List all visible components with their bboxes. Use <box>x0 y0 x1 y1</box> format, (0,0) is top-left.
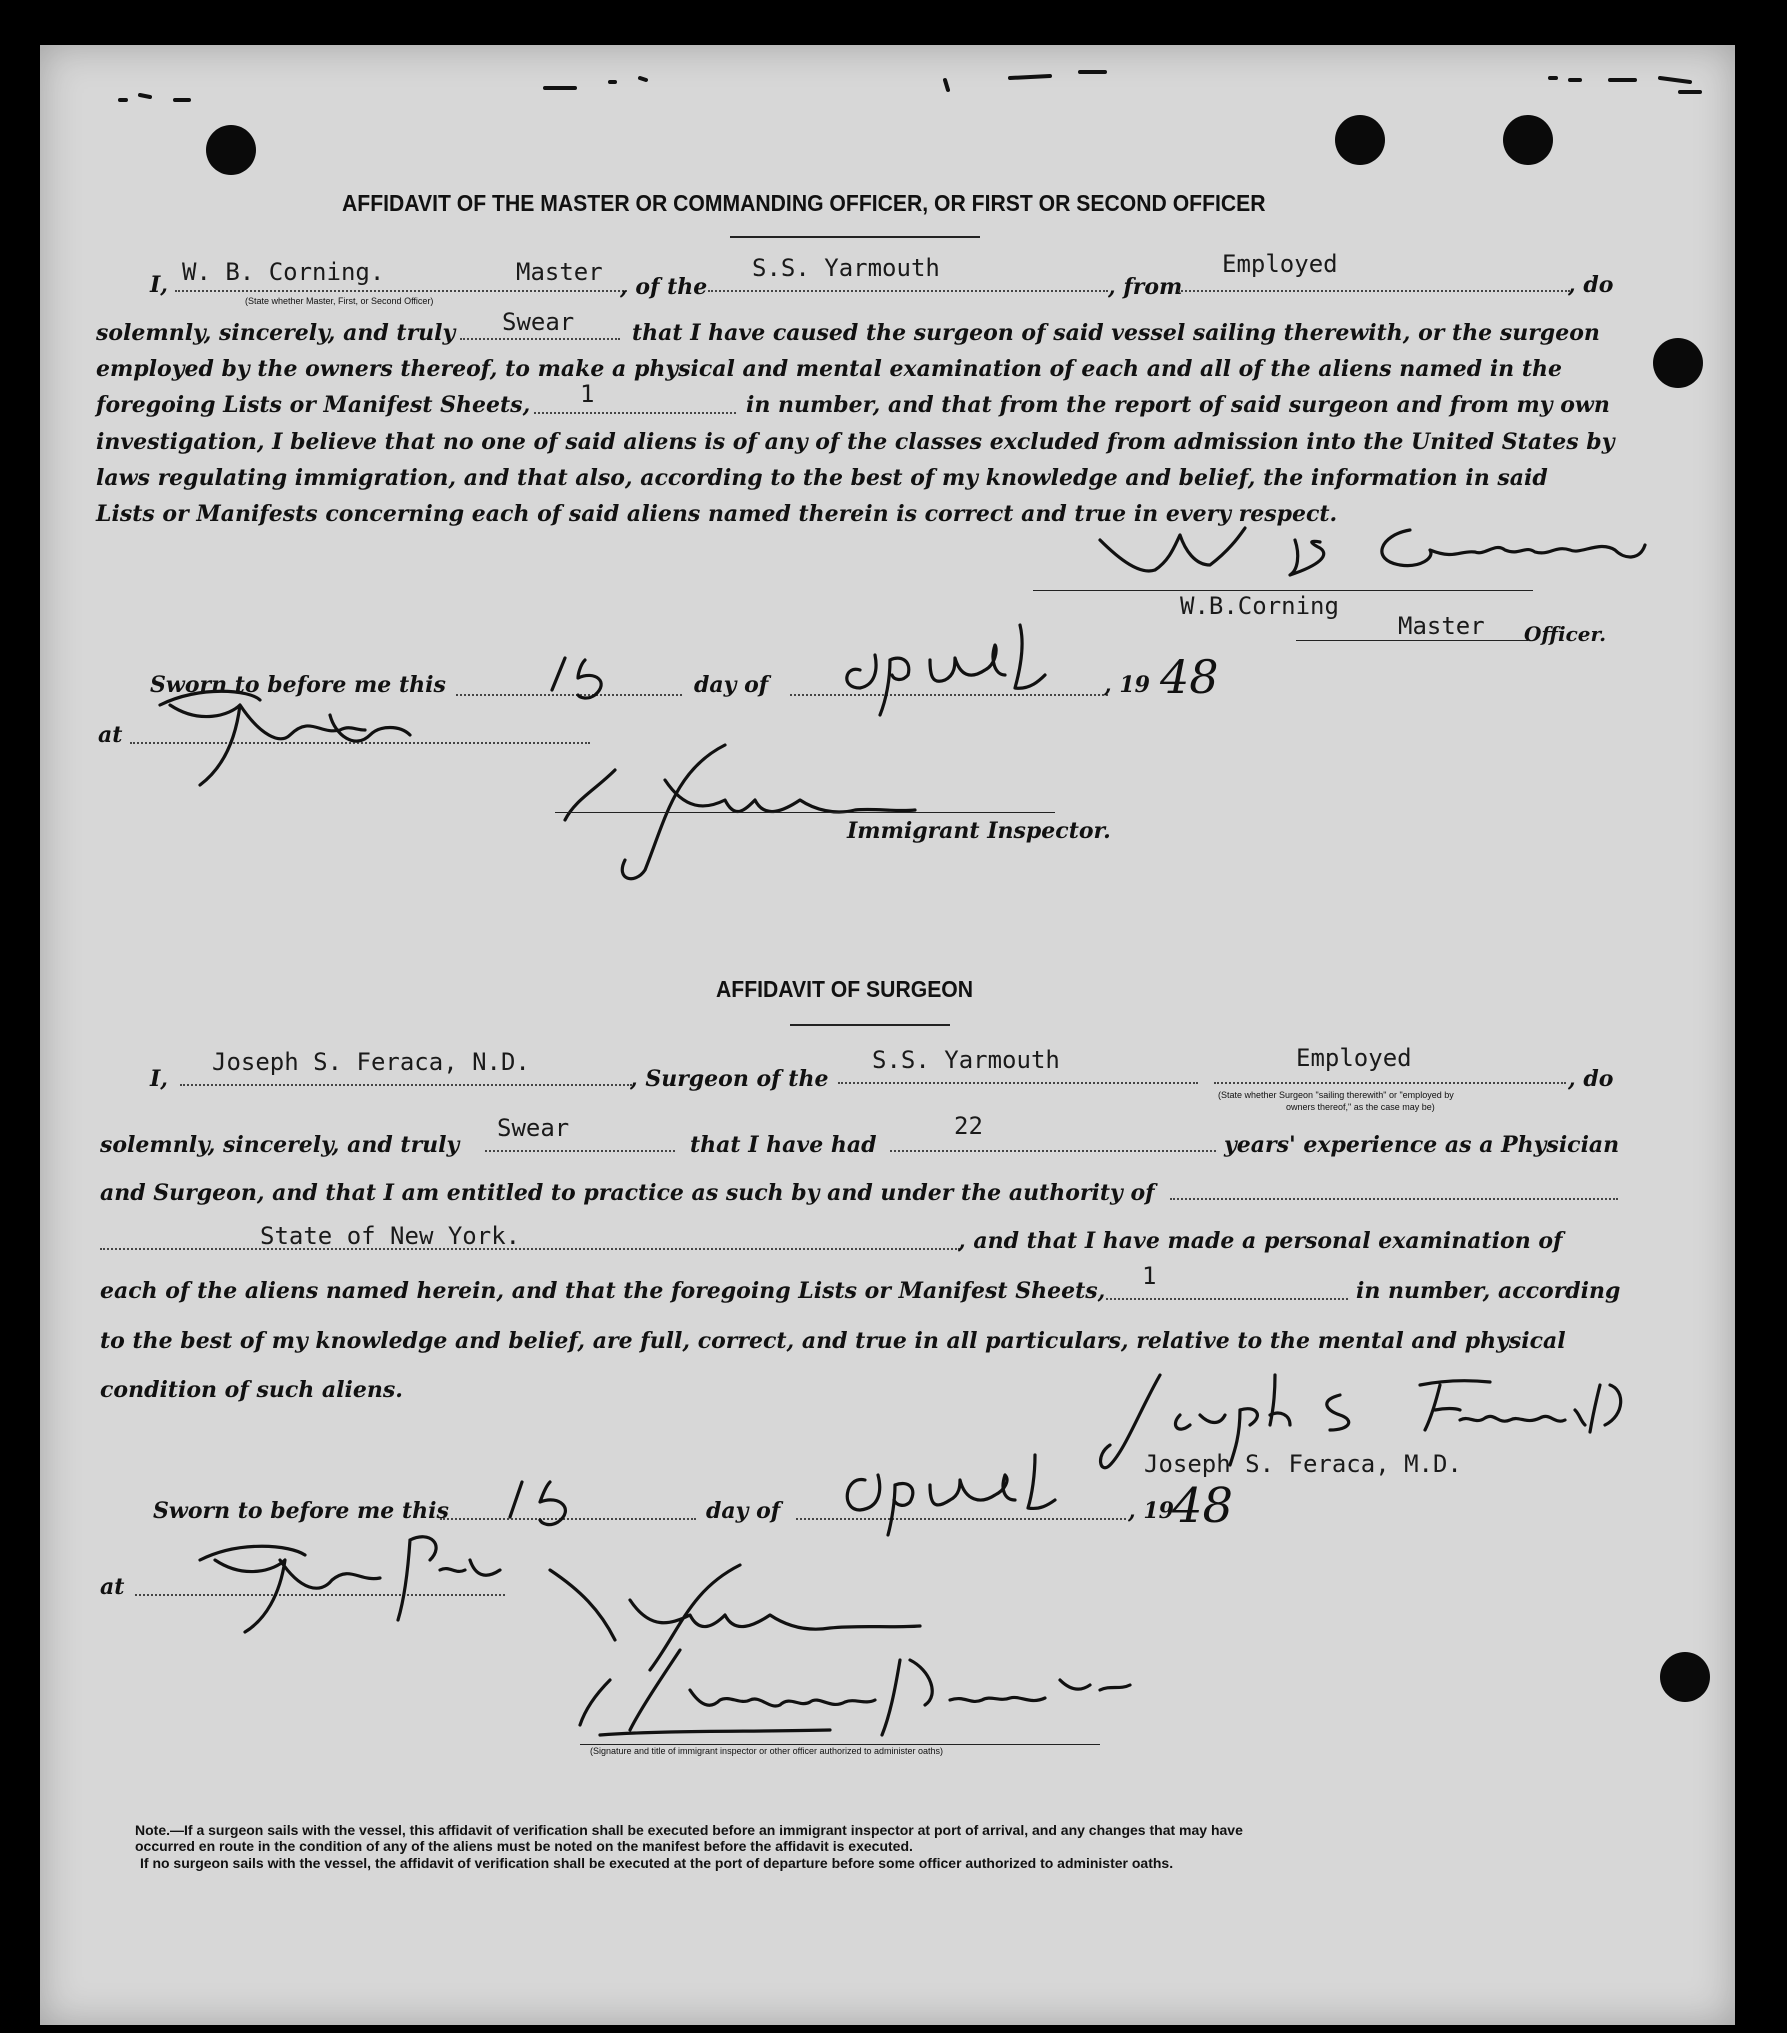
surgeon-day-of: day of <box>706 1498 781 1524</box>
punch-hole <box>1660 1652 1710 1702</box>
master-name-line <box>175 290 627 292</box>
punch-hole <box>1653 338 1703 388</box>
surgeon-sheets-line <box>1106 1298 1348 1300</box>
surgeon-place-handwritten <box>180 1520 520 1640</box>
surgeon-line4a: each of the aliens named herein, and that the foregoing Lists or Manifest Sheets, <box>100 1278 1106 1304</box>
surgeon-line6: condition of such aliens. <box>100 1377 403 1403</box>
employed-caption-1: (State whether Surgeon "sailing therewith" or "employed by <box>1218 1090 1454 1100</box>
master-line4: investigation, I believe that no one of said aliens is of any of the classes excluded from admission into the United States by <box>96 429 1615 455</box>
master-day-of: day of <box>694 672 769 698</box>
master-title-value: Master <box>1398 612 1485 640</box>
surgeon-typed-name: Joseph S. Feraca, M.D. <box>1144 1450 1462 1478</box>
master-line6: Lists or Manifests concerning each of said aliens named therein is correct and true in every respect. <box>96 501 1338 527</box>
employed-caption-2: owners thereof," as the case may be) <box>1286 1102 1435 1112</box>
surgeon-years-line <box>890 1150 1216 1152</box>
surgeon-sheets: 1 <box>1142 1262 1157 1290</box>
master-name: W. B. Corning. <box>182 258 385 286</box>
vessel-line <box>708 290 1108 292</box>
surgeon-inspector-line <box>580 1744 1100 1745</box>
master-affidavit-heading: AFFIDAVIT OF THE MASTER OR COMMANDING OFFICER, OR FIRST OR SECOND OFFICER <box>342 190 1266 216</box>
master-sworn-day-handwritten <box>540 650 660 705</box>
surgeon-line5: to the best of my knowledge and belief, are full, correct, and true in all particulars, relative to the mental and physical <box>100 1328 1566 1354</box>
officer-label: Officer. <box>1524 622 1607 646</box>
surgeon-line1b: that I have had <box>690 1132 877 1158</box>
master-year-prefix: , 19 <box>1104 672 1150 698</box>
master-from-value: Employed <box>1222 250 1338 278</box>
surgeon-line4b: in number, according <box>1356 1278 1621 1304</box>
surgeon-at-label: at <box>100 1574 125 1600</box>
surgeon-pre-name: I, <box>150 1066 168 1092</box>
master-vessel: S.S. Yarmouth <box>752 254 940 282</box>
master-rank-caption: (State whether Master, First, or Second Officer) <box>245 296 434 306</box>
master-inspector-label: Immigrant Inspector. <box>847 818 1111 844</box>
surgeon-of-label: , Surgeon of the <box>630 1066 829 1092</box>
from-label: , from <box>1108 274 1183 300</box>
master-title-line <box>1296 640 1528 641</box>
sheets-line <box>534 412 736 414</box>
surgeon-affidavit-heading: AFFIDAVIT OF SURGEON <box>716 976 974 1002</box>
from-line <box>1178 290 1570 292</box>
master-year-suffix: 48 <box>1160 650 1219 704</box>
master-typed-name: W.B.Corning <box>1180 592 1339 620</box>
surgeon-authority-line-1 <box>1170 1198 1618 1200</box>
master-line1a: solemnly, sincerely, and truly <box>96 320 456 346</box>
surgeon-do-label: , do <box>1568 1066 1614 1092</box>
master-sworn-label: Sworn to before me this <box>150 672 446 698</box>
master-line1b: that I have caused the surgeon of said vessel sailing therewith, or the surgeon <box>632 320 1600 346</box>
inspector-signature-line <box>555 812 1055 813</box>
master-line3b: in number, and that from the report of said surgeon and from my own <box>746 392 1610 418</box>
surgeon-oath-line <box>485 1150 675 1152</box>
master-place-handwritten <box>140 675 420 795</box>
master-line2: employed by the owners thereof, to make a physical and mental examination of each and all of the aliens named in the <box>96 356 1562 382</box>
surgeon-authority-line-2 <box>100 1248 960 1250</box>
surgeon-inspector-title-signature <box>570 1640 1210 1750</box>
note-line-3: If no surgeon sails with the vessel, the affidavit of verification shall be executed at the port of departure before some officer authorized to administer oaths. <box>140 1855 1174 1871</box>
top-ink-specks <box>0 0 1787 140</box>
master-line3a: foregoing Lists or Manifest Sheets, <box>96 392 531 418</box>
surgeon-years: 22 <box>954 1112 983 1140</box>
master-line5: laws regulating immigration, and that also, according to the best of my knowledge and belief, the information in said <box>96 465 1548 491</box>
surgeon-inspector-caption: (Signature and title of immigrant inspector or other officer authorized to administer oaths) <box>590 1746 944 1756</box>
surgeon-year-prefix: , 19 <box>1128 1498 1174 1524</box>
master-inspector-signature <box>555 740 1035 890</box>
surgeon-employed-line <box>1214 1082 1566 1084</box>
surgeon-line1a: solemnly, sincerely, and truly <box>100 1132 460 1158</box>
heading-underline <box>730 236 980 238</box>
surgeon-name: Joseph S. Feraca, N.D. <box>212 1048 530 1076</box>
of-the-label: , of the <box>620 274 708 300</box>
surgeon-line2: and Surgeon, and that I am entitled to practice as such by and under the authority of <box>100 1180 1155 1206</box>
surgeon-employed: Employed <box>1296 1044 1412 1072</box>
surgeon-vessel: S.S. Yarmouth <box>872 1046 1060 1074</box>
oath-line <box>460 338 620 340</box>
master-at-label: at <box>98 722 123 748</box>
surgeon-sworn-month-handwritten <box>820 1450 1060 1540</box>
master-signature-line <box>1033 590 1533 591</box>
master-rank: Master <box>516 258 603 286</box>
note-line-2: occurred en route in the condition of any of the aliens must be noted on the manifest before the affidavit is executed. <box>135 1838 913 1854</box>
note-line-1: Note.—If a surgeon sails with the vessel, this affidavit of verification shall be executed before an immigrant inspector at port of arrival, and any changes that may have <box>135 1822 1243 1838</box>
surgeon-year-suffix: 48 <box>1172 1478 1234 1534</box>
surgeon-name-line <box>180 1084 632 1086</box>
surgeon-oath: Swear <box>497 1114 570 1142</box>
master-pre-name: I, <box>150 272 168 298</box>
do-label: , do <box>1568 272 1614 298</box>
master-oath: Swear <box>502 308 575 336</box>
surgeon-heading-underline <box>790 1024 950 1026</box>
surgeon-authority: State of New York. <box>260 1222 521 1250</box>
surgeon-line1c: years' experience as a Physician <box>1224 1132 1620 1158</box>
master-sheets: 1 <box>580 380 595 408</box>
surgeon-sworn-label: Sworn to before me this <box>153 1498 449 1524</box>
surgeon-vessel-line <box>838 1082 1198 1084</box>
master-signature <box>1080 520 1660 590</box>
master-sworn-month-handwritten <box>820 620 1050 720</box>
surgeon-line3: , and that I have made a personal examination of <box>958 1228 1563 1254</box>
